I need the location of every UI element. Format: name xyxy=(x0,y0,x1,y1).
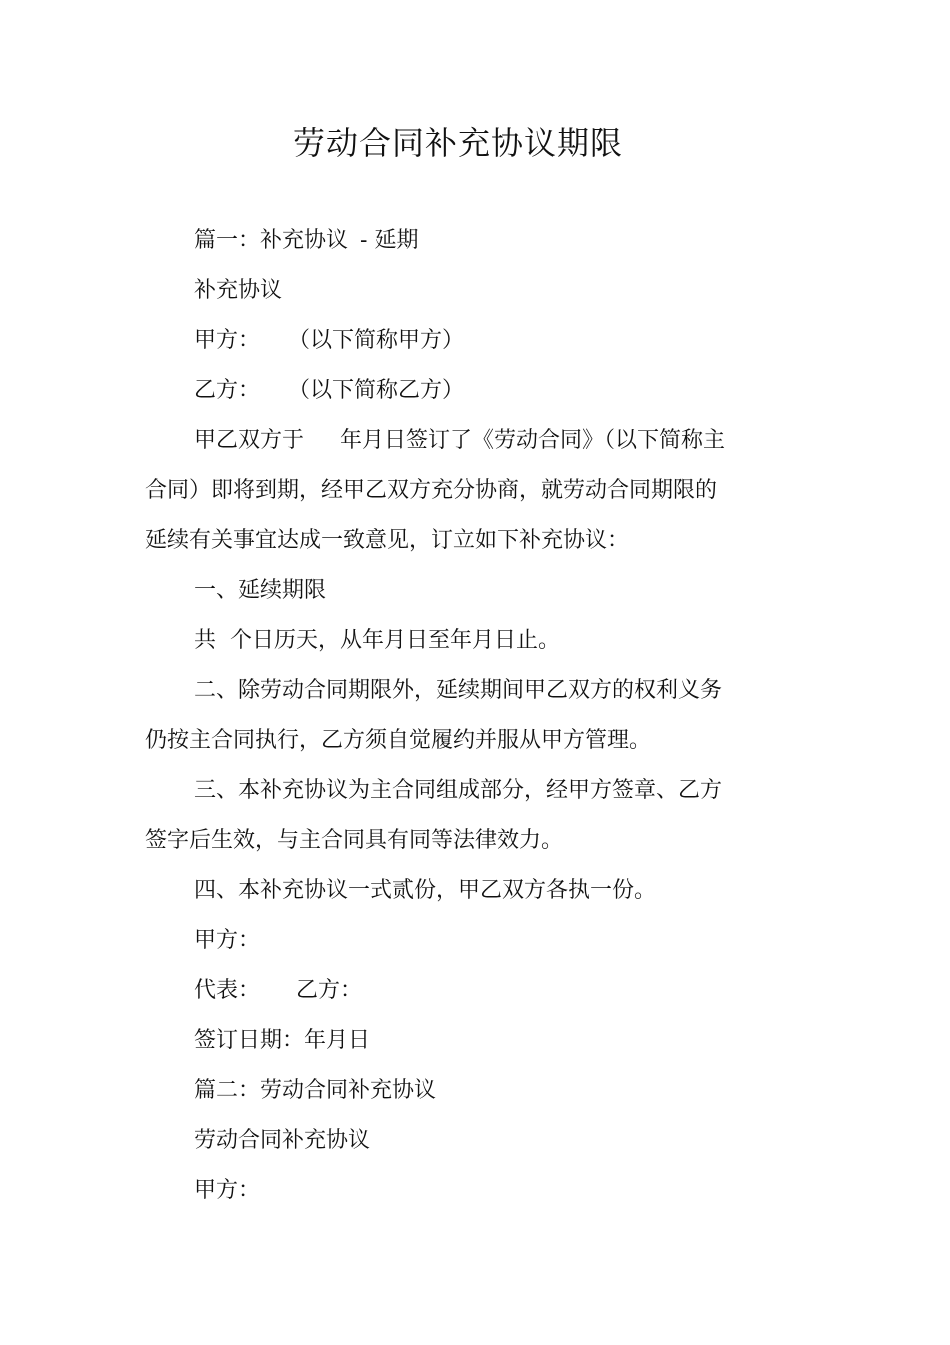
signature-representative: 代表： xyxy=(194,978,261,1003)
intro-text-a: 甲乙双方于 xyxy=(194,428,305,453)
intro-paragraph-line: 延续有关事宜达成一致意见，订立如下补充协议： xyxy=(145,528,630,553)
section-heading-suffix: - 延期 xyxy=(360,228,419,253)
document-title: 劳动合同补充协议期限 xyxy=(292,124,623,162)
clause-1-text-a: 共 xyxy=(194,628,217,653)
signature-date: 签订日期：年月日 xyxy=(194,1028,371,1053)
party-a-note: （以下简称甲方） xyxy=(288,328,465,353)
clause-2-line: 二、除劳动合同期限外，延续期间甲乙双方的权利义务 xyxy=(194,678,723,703)
party-b-note: （以下简称乙方） xyxy=(288,378,465,403)
document-body xyxy=(145,216,755,1216)
section-heading-text: 篇一：补充协议 xyxy=(194,228,349,253)
intro-text-b: 年月日签订了《劳动合同》（以下简称主 xyxy=(340,428,726,453)
section-2-party-a: 甲方： xyxy=(194,1178,261,1203)
clause-4: 四、本补充协议一式贰份，甲乙双方各执一份。 xyxy=(194,878,657,903)
party-a-label: 甲方： xyxy=(194,328,261,353)
party-b-label: 乙方： xyxy=(194,378,261,403)
intro-paragraph-line: 合同）即将到期，经甲乙双方充分协商，就劳动合同期限的 xyxy=(145,478,718,503)
clause-2-line: 仍按主合同执行，乙方须自觉履约并服从甲方管理。 xyxy=(145,728,652,753)
party-a-line xyxy=(145,316,755,366)
section-subtitle: 补充协议 xyxy=(194,278,283,303)
clause-1-text-b: 个日历天，从年月日至年月日止。 xyxy=(230,628,561,653)
signature-party-a: 甲方： xyxy=(194,928,261,953)
signature-representative-line xyxy=(145,966,755,1016)
section-2-subtitle: 劳动合同补充协议 xyxy=(194,1128,371,1153)
clause-3-line: 三、本补充协议为主合同组成部分，经甲方签章、乙方 xyxy=(194,778,723,803)
clause-1-title: 一、延续期限 xyxy=(194,578,327,603)
section-2-heading: 篇二：劳动合同补充协议 xyxy=(194,1078,437,1103)
intro-paragraph-line xyxy=(145,416,755,466)
clause-1-body xyxy=(145,616,755,666)
party-b-line xyxy=(145,366,755,416)
clause-3-line: 签字后生效，与主合同具有同等法律效力。 xyxy=(145,828,564,853)
section-heading xyxy=(145,216,755,266)
signature-party-b: 乙方： xyxy=(296,978,363,1003)
